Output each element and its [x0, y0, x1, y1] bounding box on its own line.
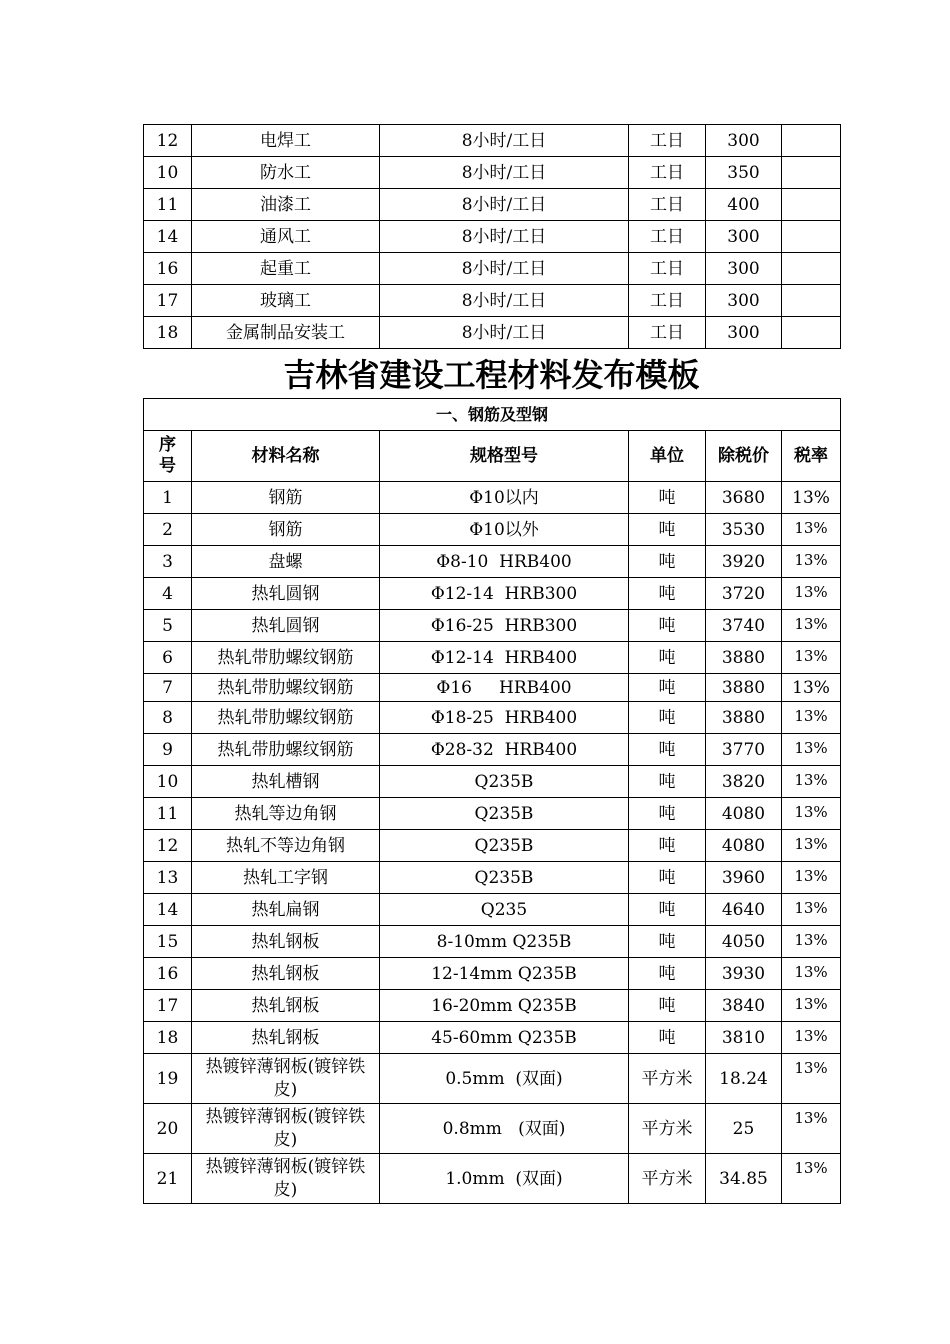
cell-unit: 工日: [629, 253, 706, 285]
col-header-no-text: 序号: [159, 435, 176, 476]
cell-unit: 工日: [629, 189, 706, 221]
cell-price: 3720: [706, 578, 782, 610]
col-header-name: 材料名称: [192, 431, 380, 482]
cell-spec: 0.8mm (双面): [380, 1104, 629, 1154]
cell-name: 油漆工: [192, 189, 380, 221]
cell-unit: 吨: [629, 958, 706, 990]
cell-spec: 8小时/工日: [380, 221, 629, 253]
cell-no: 11: [144, 798, 192, 830]
cell-unit: 吨: [629, 894, 706, 926]
cell-unit: 吨: [629, 610, 706, 642]
cell-price: 300: [706, 125, 782, 157]
table-row: [144, 1104, 841, 1154]
cell-no: 17: [144, 990, 192, 1022]
cell-tax: 13%: [782, 1054, 841, 1104]
cell-name: 热轧圆钢: [192, 610, 380, 642]
cell-spec: 8小时/工日: [380, 285, 629, 317]
cell-price: 3960: [706, 862, 782, 894]
cell-tax: 13%: [782, 958, 841, 990]
cell-unit: 吨: [629, 766, 706, 798]
cell-price: 350: [706, 157, 782, 189]
cell-name: 热轧槽钢: [192, 766, 380, 798]
cell-unit: 平方米: [629, 1154, 706, 1204]
cell-price: 18.24: [706, 1054, 782, 1104]
table-row: [144, 1054, 841, 1104]
cell-unit: 工日: [629, 317, 706, 349]
column-header-row: [144, 431, 841, 482]
cell-price: 400: [706, 189, 782, 221]
cell-name: 热轧等边角钢: [192, 798, 380, 830]
cell-spec: Φ16-25 HRB300: [380, 610, 629, 642]
cell-unit: 吨: [629, 926, 706, 958]
cell-name: 防水工: [192, 157, 380, 189]
cell-no: 6: [144, 642, 192, 674]
table-row: [144, 734, 841, 766]
col-header-spec: 规格型号: [380, 431, 629, 482]
cell-no: 8: [144, 702, 192, 734]
cell-spec: Q235: [380, 894, 629, 926]
cell-tax: 13%: [782, 610, 841, 642]
cell-name: 热轧不等边角钢: [192, 830, 380, 862]
table-row: [144, 482, 841, 514]
table-row: [144, 894, 841, 926]
cell-no: 2: [144, 514, 192, 546]
table-row: [144, 702, 841, 734]
table-row: [144, 546, 841, 578]
cell-spec: 8小时/工日: [380, 317, 629, 349]
cell-tax: 13%: [782, 862, 841, 894]
cell-no: 12: [144, 125, 192, 157]
cell-no: 10: [144, 157, 192, 189]
cell-price: 4080: [706, 830, 782, 862]
cell-spec: 8小时/工日: [380, 189, 629, 221]
cell-unit: 工日: [629, 125, 706, 157]
cell-unit: 吨: [629, 546, 706, 578]
section-heading: 一、钢筋及型钢: [144, 399, 841, 431]
cell-price: 3740: [706, 610, 782, 642]
cell-unit: 工日: [629, 221, 706, 253]
cell-price: 3880: [706, 674, 782, 702]
cell-name: 热镀锌薄钢板(镀锌铁皮): [192, 1154, 380, 1204]
table-row: [144, 862, 841, 894]
steel-material-table: [143, 398, 841, 1204]
cell-tax: 13%: [782, 766, 841, 798]
cell-unit: 吨: [629, 990, 706, 1022]
table-row: [144, 798, 841, 830]
table-row: [144, 642, 841, 674]
cell-price: 3880: [706, 642, 782, 674]
table-row: [144, 1022, 841, 1054]
table-row: [144, 514, 841, 546]
cell-tax: 13%: [782, 1022, 841, 1054]
cell-unit: 吨: [629, 862, 706, 894]
table-row: [144, 125, 841, 157]
cell-unit: 吨: [629, 1022, 706, 1054]
cell-no: 3: [144, 546, 192, 578]
table-row: [144, 674, 841, 702]
cell-no: 18: [144, 317, 192, 349]
cell-spec: 8小时/工日: [380, 125, 629, 157]
cell-tax: 13%: [782, 894, 841, 926]
cell-tax: 13%: [782, 482, 841, 514]
cell-tax: 13%: [782, 1104, 841, 1154]
cell-tax: 13%: [782, 578, 841, 610]
cell-price: 4640: [706, 894, 782, 926]
cell-spec: 16-20mm Q235B: [380, 990, 629, 1022]
cell-price: 3680: [706, 482, 782, 514]
cell-no: 4: [144, 578, 192, 610]
col-header-tax: 税率: [782, 431, 841, 482]
cell-tax: 13%: [782, 674, 841, 702]
cell-price: 3820: [706, 766, 782, 798]
cell-name: 热轧带肋螺纹钢筋: [192, 734, 380, 766]
page-title: 吉林省建设工程材料发布模板: [283, 356, 700, 394]
cell-spec: 45-60mm Q235B: [380, 1022, 629, 1054]
cell-unit: 吨: [629, 642, 706, 674]
cell-price: 25: [706, 1104, 782, 1154]
cell-no: 12: [144, 830, 192, 862]
cell-no: 9: [144, 734, 192, 766]
cell-no: 11: [144, 189, 192, 221]
cell-name: 电焊工: [192, 125, 380, 157]
cell-no: 15: [144, 926, 192, 958]
table-row: [144, 189, 841, 221]
cell-price: 4050: [706, 926, 782, 958]
cell-spec: Φ12-14 HRB300: [380, 578, 629, 610]
cell-spec: Q235B: [380, 798, 629, 830]
cell-name: 盘螺: [192, 546, 380, 578]
cell-unit: 工日: [629, 157, 706, 189]
cell-name: 热镀锌薄钢板(镀锌铁皮): [192, 1104, 380, 1154]
cell-spec: Φ10以内: [380, 482, 629, 514]
cell-spec: 8-10mm Q235B: [380, 926, 629, 958]
cell-unit: 吨: [629, 830, 706, 862]
table-row: [144, 958, 841, 990]
cell-tax: 13%: [782, 798, 841, 830]
cell-no: 20: [144, 1104, 192, 1154]
cell-name: 热轧钢板: [192, 958, 380, 990]
col-header-price: 除税价: [706, 431, 782, 482]
cell-tax: 13%: [782, 926, 841, 958]
cell-price: 3840: [706, 990, 782, 1022]
cell-spec: Φ12-14 HRB400: [380, 642, 629, 674]
cell-spec: Φ28-32 HRB400: [380, 734, 629, 766]
cell-no: 16: [144, 253, 192, 285]
cell-tax: 13%: [782, 990, 841, 1022]
cell-spec: Φ16 HRB400: [380, 674, 629, 702]
cell-no: 19: [144, 1054, 192, 1104]
cell-tax: [782, 157, 841, 189]
cell-spec: 0.5mm (双面): [380, 1054, 629, 1104]
cell-name: 热轧钢板: [192, 1022, 380, 1054]
cell-unit: 吨: [629, 482, 706, 514]
cell-tax: 13%: [782, 702, 841, 734]
table-row: [144, 285, 841, 317]
cell-name: 热轧带肋螺纹钢筋: [192, 702, 380, 734]
cell-name: 热轧带肋螺纹钢筋: [192, 642, 380, 674]
cell-unit: 吨: [629, 578, 706, 610]
cell-unit: 吨: [629, 674, 706, 702]
section-heading-row: [144, 399, 841, 431]
table-row: [144, 990, 841, 1022]
cell-name: 热镀锌薄钢板(镀锌铁皮): [192, 1054, 380, 1104]
cell-price: 3920: [706, 546, 782, 578]
table-row: [144, 1154, 841, 1204]
cell-no: 21: [144, 1154, 192, 1204]
cell-no: 5: [144, 610, 192, 642]
cell-price: 3530: [706, 514, 782, 546]
cell-tax: 13%: [782, 734, 841, 766]
cell-unit: 工日: [629, 285, 706, 317]
cell-tax: 13%: [782, 514, 841, 546]
cell-spec: Φ18-25 HRB400: [380, 702, 629, 734]
table-row: [144, 610, 841, 642]
cell-spec: 12-14mm Q235B: [380, 958, 629, 990]
cell-price: 3880: [706, 702, 782, 734]
table-row: [144, 157, 841, 189]
cell-unit: 吨: [629, 798, 706, 830]
cell-name: 钢筋: [192, 482, 380, 514]
cell-tax: 13%: [782, 642, 841, 674]
cell-price: 300: [706, 317, 782, 349]
cell-spec: Φ8-10 HRB400: [380, 546, 629, 578]
cell-unit: 吨: [629, 702, 706, 734]
cell-no: 16: [144, 958, 192, 990]
cell-tax: 13%: [782, 830, 841, 862]
cell-name: 热轧带肋螺纹钢筋: [192, 674, 380, 702]
cell-spec: Q235B: [380, 862, 629, 894]
cell-no: 10: [144, 766, 192, 798]
cell-price: 300: [706, 221, 782, 253]
cell-spec: 8小时/工日: [380, 253, 629, 285]
cell-name: 起重工: [192, 253, 380, 285]
table-row: [144, 830, 841, 862]
cell-tax: [782, 317, 841, 349]
cell-tax: 13%: [782, 546, 841, 578]
cell-price: 34.85: [706, 1154, 782, 1204]
cell-tax: [782, 189, 841, 221]
cell-unit: 吨: [629, 514, 706, 546]
cell-name: 热轧圆钢: [192, 578, 380, 610]
cell-spec: 1.0mm (双面): [380, 1154, 629, 1204]
cell-name: 钢筋: [192, 514, 380, 546]
cell-name: 玻璃工: [192, 285, 380, 317]
cell-name: 热轧扁钢: [192, 894, 380, 926]
table-row: [144, 926, 841, 958]
cell-no: 14: [144, 894, 192, 926]
cell-tax: 13%: [782, 1154, 841, 1204]
cell-tax: [782, 221, 841, 253]
cell-no: 18: [144, 1022, 192, 1054]
cell-tax: [782, 253, 841, 285]
cell-no: 14: [144, 221, 192, 253]
col-header-unit: 单位: [629, 431, 706, 482]
table-row: [144, 317, 841, 349]
cell-spec: Q235B: [380, 766, 629, 798]
cell-no: 13: [144, 862, 192, 894]
cell-unit: 吨: [629, 734, 706, 766]
cell-name: 金属制品安装工: [192, 317, 380, 349]
cell-price: 3770: [706, 734, 782, 766]
cell-price: 3930: [706, 958, 782, 990]
cell-unit: 平方米: [629, 1054, 706, 1104]
cell-spec: 8小时/工日: [380, 157, 629, 189]
table-row: [144, 766, 841, 798]
cell-name: 热轧钢板: [192, 926, 380, 958]
cell-name: 热轧钢板: [192, 990, 380, 1022]
cell-spec: Φ10以外: [380, 514, 629, 546]
cell-price: 300: [706, 285, 782, 317]
cell-name: 热轧工字钢: [192, 862, 380, 894]
labor-rate-table: [143, 124, 841, 349]
cell-price: 4080: [706, 798, 782, 830]
cell-no: 1: [144, 482, 192, 514]
table-row: [144, 253, 841, 285]
col-header-no: [144, 431, 192, 482]
cell-price: 3810: [706, 1022, 782, 1054]
cell-no: 17: [144, 285, 192, 317]
cell-spec: Q235B: [380, 830, 629, 862]
cell-name: 通风工: [192, 221, 380, 253]
cell-no: 7: [144, 674, 192, 702]
cell-price: 300: [706, 253, 782, 285]
table-row: [144, 221, 841, 253]
cell-tax: [782, 285, 841, 317]
cell-unit: 平方米: [629, 1104, 706, 1154]
table-row: [144, 578, 841, 610]
cell-tax: [782, 125, 841, 157]
